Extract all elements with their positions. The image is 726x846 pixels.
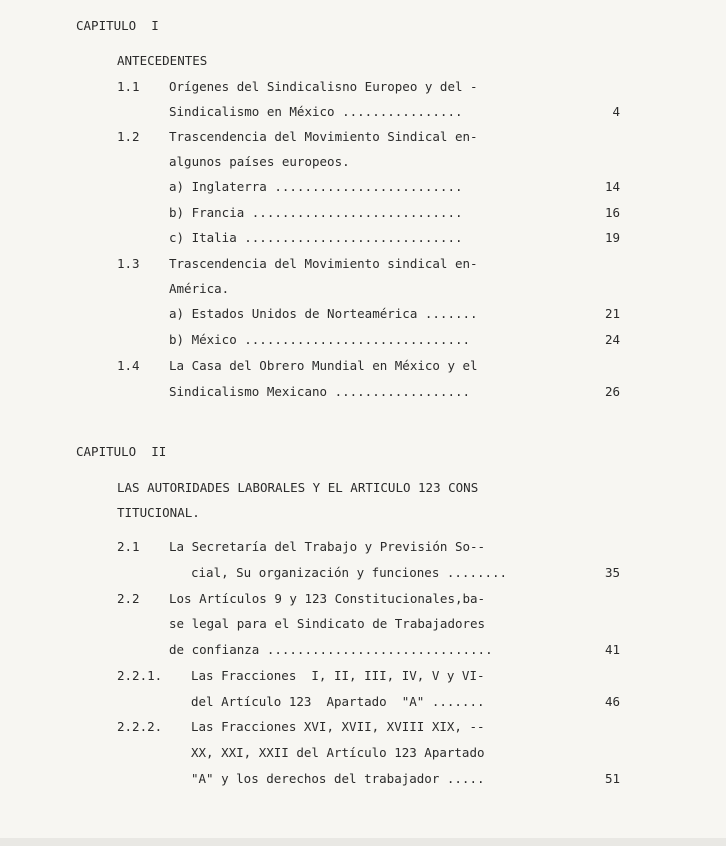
- entry-1-1-line-2: Sindicalismo en México ................: [169, 104, 463, 119]
- chapter-2-title-line-1: LAS AUTORIDADES LABORALES Y EL ARTICULO 123 CONS: [117, 480, 479, 495]
- entry-1-2-c-page: 19: [604, 230, 620, 245]
- entry-1-1-page: 4: [612, 104, 620, 119]
- entry-2-2-2-page: 51: [604, 771, 620, 786]
- entry-1-4-line-1: La Casa del Obrero Mundial en México y el: [169, 358, 478, 373]
- chapter-2-title-line-2: TITUCIONAL.: [117, 505, 200, 520]
- entry-2-2-1-page: 46: [604, 694, 620, 709]
- entry-1-1-number: 1.1: [117, 79, 140, 94]
- entry-2-2-1-line-1: Las Fracciones I, II, III, IV, V y VI-: [191, 668, 485, 683]
- entry-1-2-line-2: algunos países europeos.: [169, 154, 350, 169]
- chapter-2-heading: CAPITULO II: [76, 444, 167, 459]
- entry-2-2-2-line-1: Las Fracciones XVI, XVII, XVIII XIX, --: [191, 719, 485, 734]
- entry-1-1-line-1: Orígenes del Sindicalisno Europeo y del -: [169, 79, 478, 94]
- entry-2-2-line-2: se legal para el Sindicato de Trabajadores: [169, 616, 486, 631]
- entry-1-4-number: 1.4: [117, 358, 140, 373]
- entry-2-2-number: 2.2: [117, 591, 140, 606]
- entry-1-2-a-page: 14: [604, 179, 620, 194]
- entry-1-2-line-1: Trascendencia del Movimiento Sindical en-: [169, 129, 478, 144]
- entry-1-4-line-2: Sindicalismo Mexicano ..................: [169, 384, 471, 399]
- entry-2-1-line-1: La Secretaría del Trabajo y Previsión So--: [169, 539, 486, 554]
- entry-1-3-number: 1.3: [117, 256, 140, 271]
- entry-2-1-page: 35: [604, 565, 620, 580]
- entry-1-2-a: a) Inglaterra .........................: [169, 179, 463, 194]
- entry-1-3-b: b) México ..............................: [169, 332, 471, 347]
- entry-1-2-b: b) Francia ............................: [169, 205, 463, 220]
- entry-1-3-line-1: Trascendencia del Movimiento sindical en-: [169, 256, 478, 271]
- page-bottom-edge: [0, 838, 726, 846]
- entry-1-3-a-page: 21: [604, 306, 620, 321]
- entry-2-2-1-line-2: del Artículo 123 Apartado "A" .......: [191, 694, 485, 709]
- entry-1-3-a: a) Estados Unidos de Norteamérica .......: [169, 306, 478, 321]
- entry-2-2-2-line-3: "A" y los derechos del trabajador .....: [191, 771, 485, 786]
- entry-2-2-1-number: 2.2.1.: [117, 668, 163, 683]
- entry-2-1-number: 2.1: [117, 539, 140, 554]
- entry-1-2-number: 1.2: [117, 129, 140, 144]
- entry-1-2-b-page: 16: [604, 205, 620, 220]
- entry-2-2-page: 41: [604, 642, 620, 657]
- chapter-1-heading: CAPITULO I: [76, 18, 159, 33]
- chapter-1-title: ANTECEDENTES: [117, 53, 208, 68]
- entry-2-1-line-2: cial, Su organización y funciones ........: [191, 565, 508, 580]
- entry-2-2-line-3: de confianza ..............................: [169, 642, 493, 657]
- entry-2-2-2-number: 2.2.2.: [117, 719, 163, 734]
- entry-1-3-b-page: 24: [604, 332, 620, 347]
- entry-1-2-c: c) Italia .............................: [169, 230, 463, 245]
- entry-1-4-page: 26: [604, 384, 620, 399]
- entry-2-2-2-line-2: XX, XXI, XXII del Artículo 123 Apartado: [191, 745, 485, 760]
- entry-2-2-line-1: Los Artículos 9 y 123 Constitucionales,ba-: [169, 591, 486, 606]
- entry-1-3-line-2: América.: [169, 281, 230, 296]
